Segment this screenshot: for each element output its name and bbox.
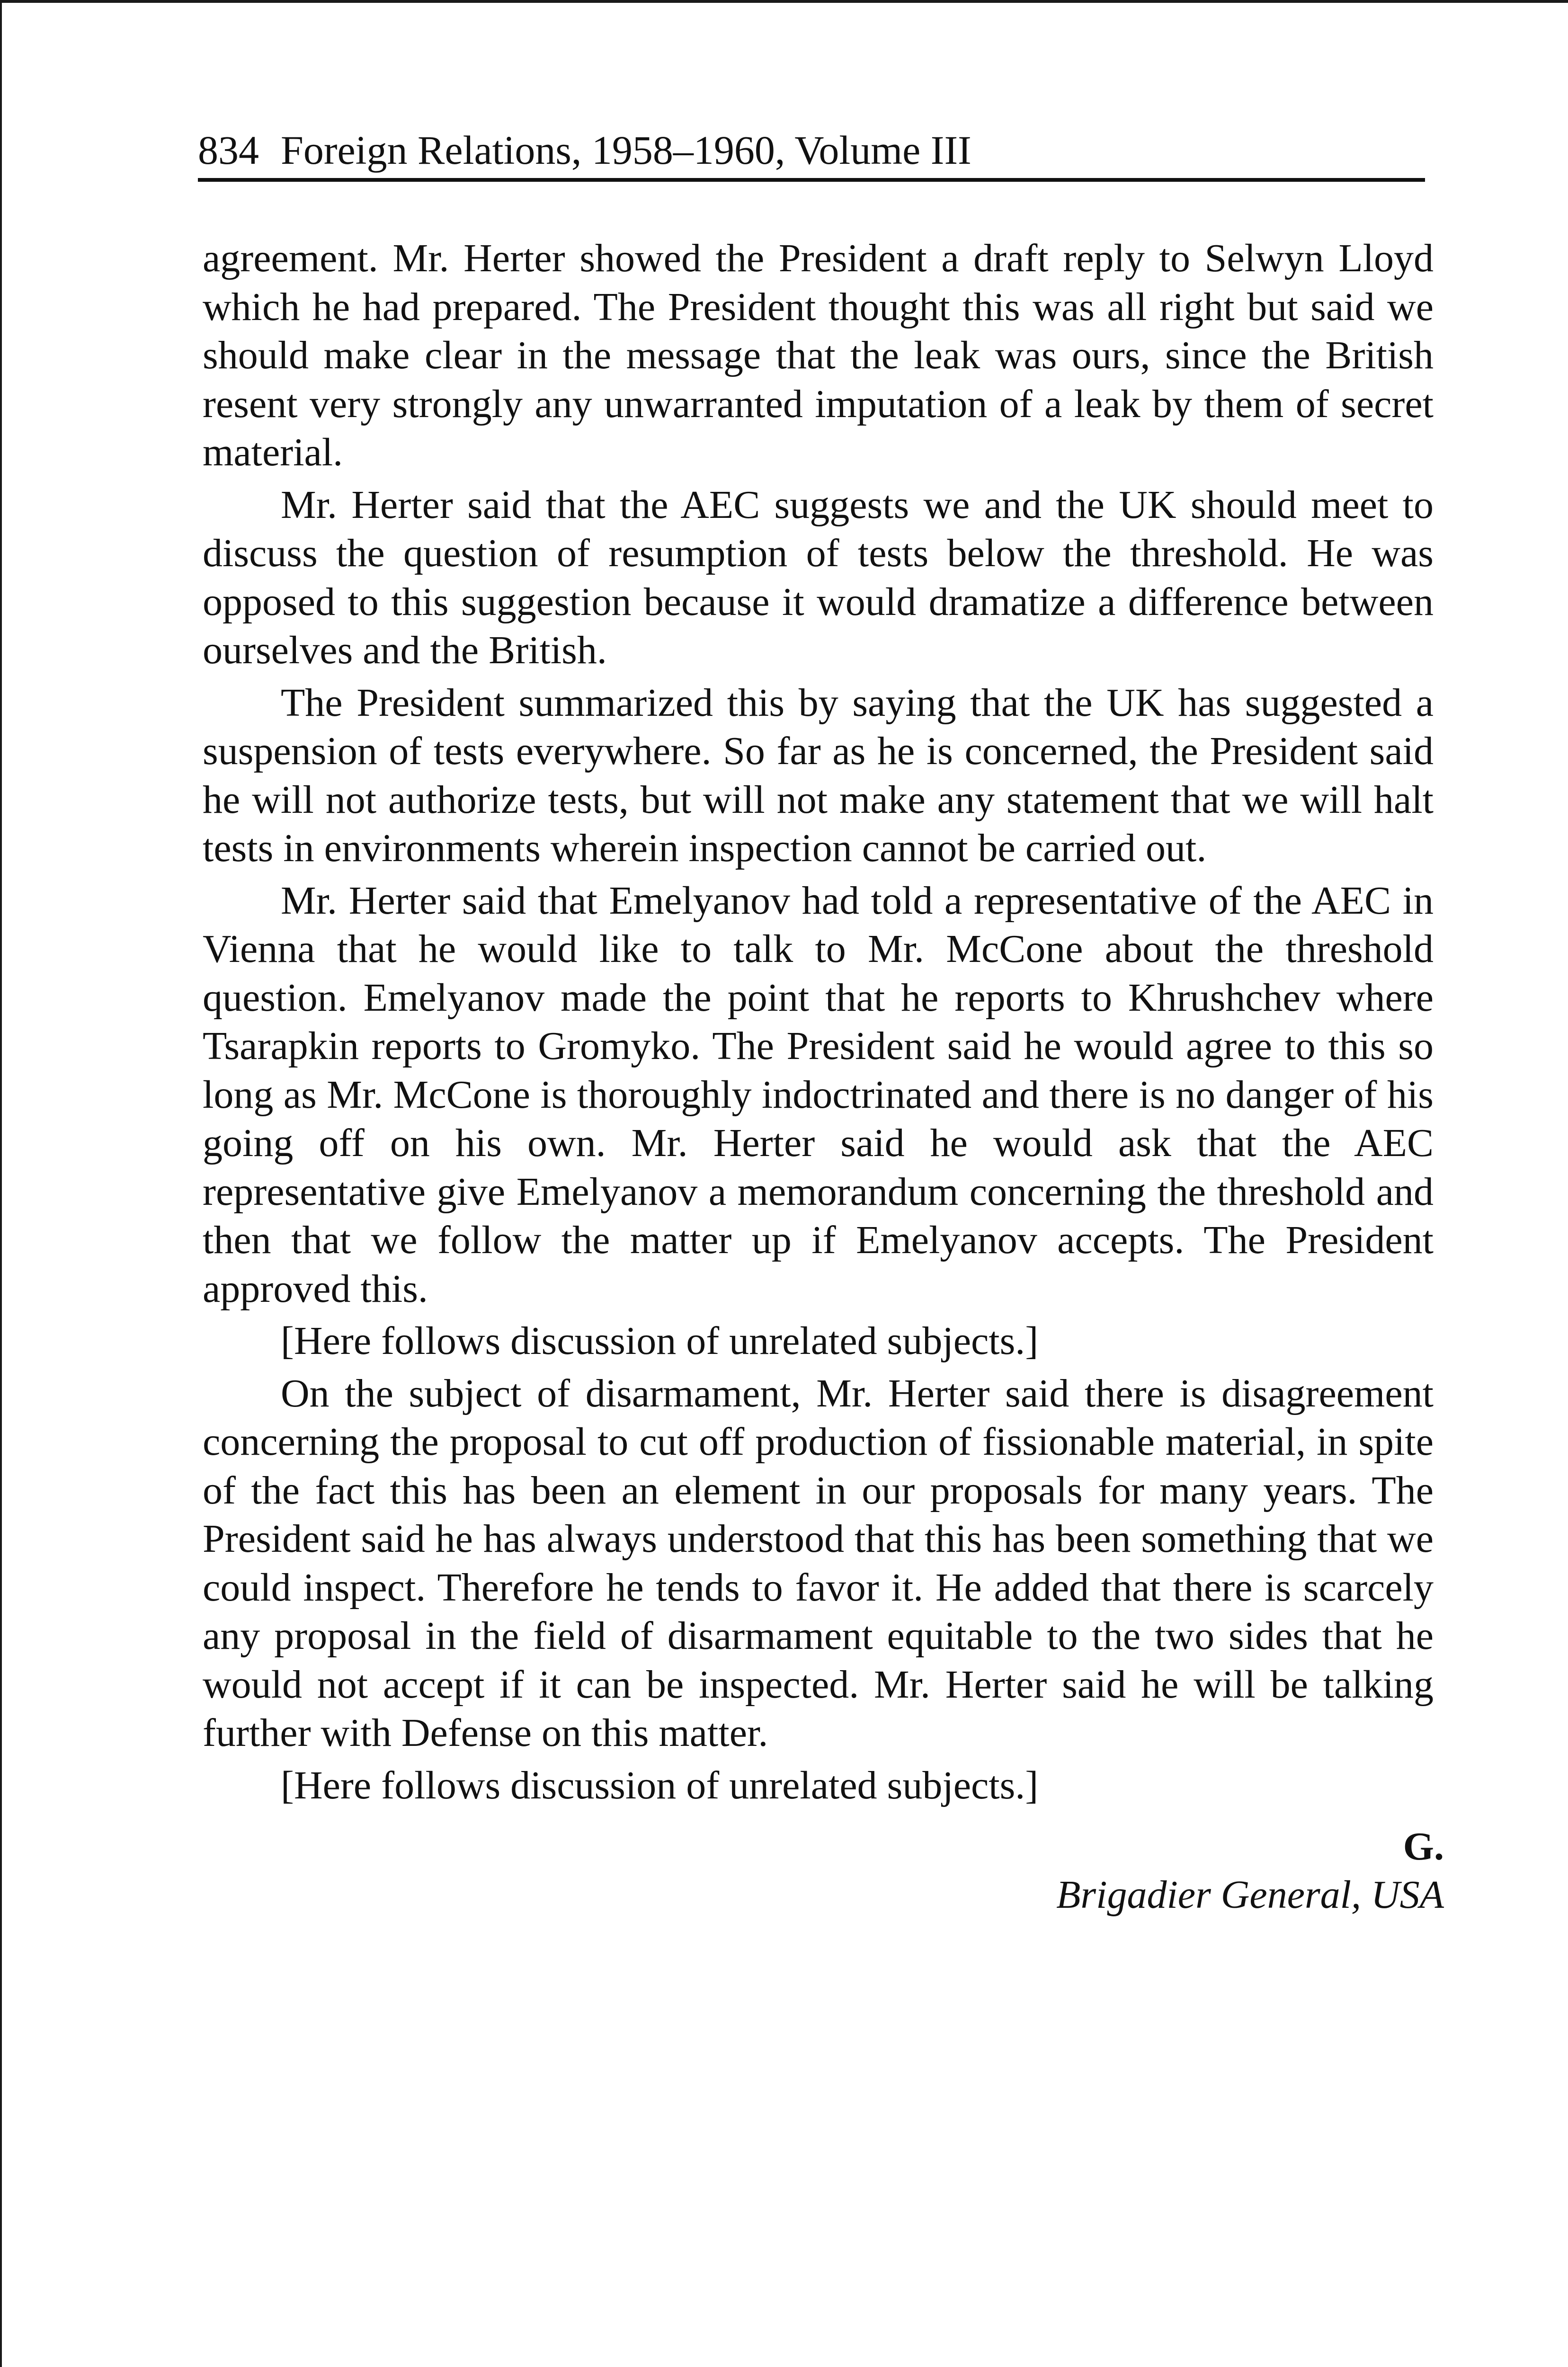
running-title: Foreign Relations, 1958–1960, Volume III (281, 127, 971, 173)
editorial-note: [Here follows discussion of unrelated subjects.] (281, 1319, 1039, 1363)
header-rule (198, 178, 1425, 182)
page-number: 834 (198, 127, 259, 173)
paragraph-emelyanov: Mr. Herter said that Emelyanov had told a representative of the AEC in Vienna that he would like to talk to Mr. McCone about the threshold question. Emelyanov made the point that he reports to Khrushchev where Tsarapkin reports to Gromyko. The President said he would agree to this so long as Mr. McCone is thoroughly indoctrinated and there is no danger of his going off on his own. Mr. Herter said he would ask that the AEC representative give Emelyanov a memorandum concerning the threshold and then that we follow the matter up if Emelyanov accepts. The President approved this. (203, 878, 1434, 1311)
scan-edge-top (0, 0, 1568, 3)
body-text (203, 234, 1434, 1814)
signature-title: Brigadier General, USA (1056, 1873, 1444, 1917)
signature-block (1056, 1823, 1444, 1919)
paragraph-president-summary: The President summarized this by saying that the UK has suggested a suspension of tests everywhere. So far as he is concerned, the President said he will not authorize tests, but will not make any statement that we will halt tests in environments wherein inspection cannot be carried out. (203, 680, 1434, 870)
scan-edge-left (0, 0, 2, 2367)
paragraph-disarmament: On the subject of disarmament, Mr. Herter said there is disagreement concerning the proposal to cut off production of fissionable material, in spite of the fact this has been an element in our proposals for many years. The President said he has always understood that this has been something that we could inspect. Therefore he tends to favor it. He added that there is scarcely any proposal in the field of disarmament equitable to the two sides that he would not accept if it can be inspected. Mr. Herter said he will be talking further with Defense on this matter. (203, 1371, 1434, 1755)
running-head (198, 118, 1425, 173)
signature-initial: G. (1403, 1824, 1444, 1869)
paragraph-aec-threshold: Mr. Herter said that the AEC suggests we and the UK should meet to discuss the question of resumption of tests below the threshold. He was opposed to this suggestion because it would dramatize a difference between ourselves and the British. (203, 482, 1434, 672)
editorial-note: [Here follows discussion of unrelated subjects.] (281, 1763, 1039, 1807)
paragraph-continuation: agreement. Mr. Herter showed the President a draft reply to Selwyn Lloyd which he had prepared. The President thought this was all right but said we should make clear in the message that the leak was ours, since the British resent very strongly any unwarranted imputation of a leak by them of secret material. (203, 236, 1434, 474)
